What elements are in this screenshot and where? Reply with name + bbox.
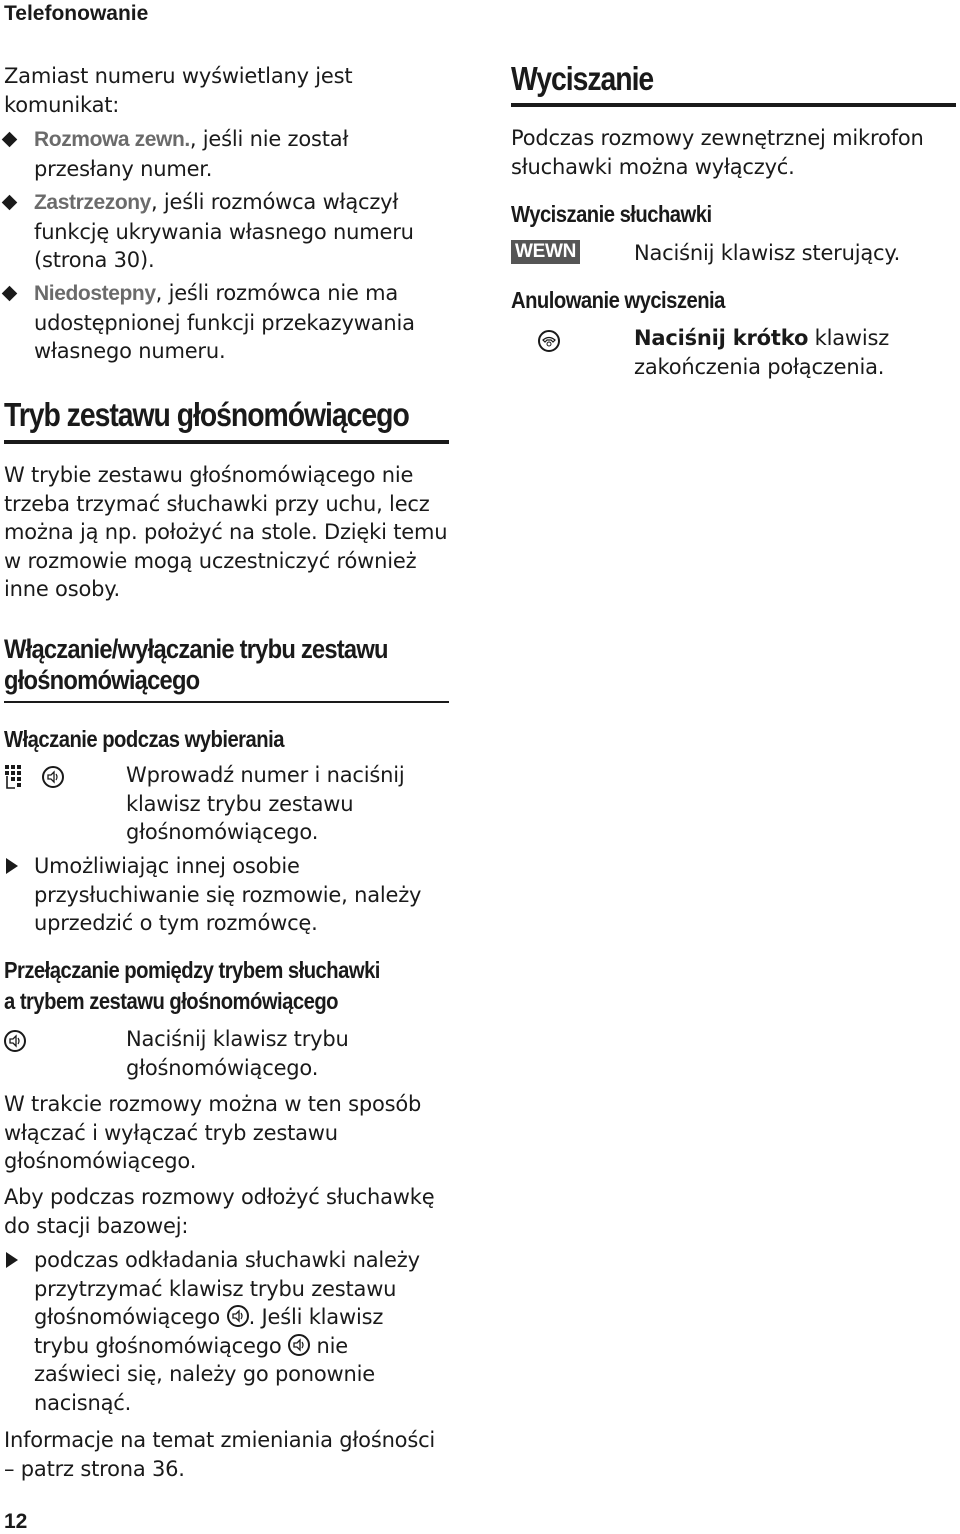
section-title-speaker-mode: Tryb zestawu głośnomówiącego: [4, 396, 409, 433]
diamond-bullet-icon: [2, 195, 18, 211]
heading-mute-handset: Wyciszanie słuchawki: [511, 201, 712, 227]
bullet-item-restricted: [4, 188, 454, 275]
dial-icons: [4, 764, 74, 790]
display-message-ref: Rozmowa zewn.: [34, 128, 190, 151]
section-rule: [511, 103, 956, 107]
bullet-line: własnego numeru.: [34, 339, 226, 363]
heading-switch-modes: Przełączanie pomiędzy trybem słuchawki a trybem zestawu głośnomówiącego: [4, 957, 380, 1014]
bullet-line: udostępnionej funkcji przekazywania: [34, 310, 415, 335]
display-message-ref: Zastrzezony: [34, 191, 151, 214]
switch-action-text: Naciśnij klawisz trybu głośnomówiącego.: [126, 1027, 349, 1080]
intro-text: Zamiast numeru wyświetlany jest komunikat:: [4, 64, 353, 117]
mute-paragraph: Podczas rozmowy zewnętrznej mikrofon słuchawki można wyłączyć.: [511, 126, 924, 179]
section-rule: [4, 440, 449, 444]
subsection-title-toggle: Włączanie/wyłączanie trybu zestawu głośnomówiącego: [4, 634, 388, 695]
triangle-bullet-icon: [6, 1252, 18, 1268]
tip-item: Umożliwiając innej osobie przysłuchiwanie się rozmowie, należy uprzedzić o tym rozmówcę.: [4, 852, 454, 938]
bullet-line: , jeśli rozmówca nie ma: [155, 281, 399, 305]
cancel-mute-action-text: Naciśnij krótko klawisz zakończenia połączenia.: [634, 326, 890, 379]
mute-action-text: Naciśnij klawisz sterujący.: [634, 241, 901, 265]
dial-action-text: Wprowadź numer i naciśnij klawisz trybu zestawu głośnomówiącego.: [126, 763, 405, 844]
heading-dial-activation: Włączanie podczas wybierania: [4, 726, 284, 752]
heading-cancel-mute: Anulowanie wyciszenia: [511, 287, 725, 313]
running-head: Telefonowanie: [4, 2, 149, 25]
intercom-key-badge: WEWN: [511, 240, 580, 264]
keypad-icon: [4, 764, 30, 790]
diamond-bullet-icon: [2, 132, 18, 148]
triangle-bullet-icon: [6, 858, 18, 874]
speaker-key-icon: [227, 1305, 249, 1327]
handset-paragraph: Aby podczas rozmowy odłożyć słuchawkę do stacji bazowej:: [4, 1185, 435, 1238]
bullet-item-unavailable: [4, 279, 454, 366]
bullet-line: przesłany numer.: [34, 156, 213, 181]
bullet-line: funkcję ukrywania własnego numeru: [34, 219, 414, 244]
display-message-ref: Niedostepny: [34, 282, 156, 305]
end-call-key-icon: [538, 330, 560, 352]
speaker-key-icon: [4, 1030, 26, 1052]
bullet-line: (strona 30).: [34, 248, 155, 272]
bullet-item-external: [4, 125, 454, 183]
subsection-rule: [4, 701, 449, 703]
speaker-key-icon: [288, 1334, 310, 1356]
speaker-mode-paragraph: W trybie zestawu głośnomówiącego nie trzeba trzymać słuchawki przy uchu, lecz można ją np. położyć na stole. Dzięki temu w rozmowie mogą uczestniczyć również inne osoby.: [4, 463, 448, 601]
section-title-mute: Wyciszanie: [511, 60, 654, 97]
page-number: 12: [4, 1510, 28, 1533]
diamond-bullet-icon: [2, 286, 18, 302]
speaker-key-icon: [42, 766, 64, 788]
bullet-line: , jeśli rozmówca włączył: [150, 190, 399, 214]
handset-bullet: podczas odkładania słuchawki należy przytrzymać klawisz trybu zestawu głośnomówiącego . Jeśli klawisz trybu głośnomówiącego nie zaświeci się, należy go ponownie nacisnąć.: [4, 1246, 454, 1417]
volume-reference: Informacje na temat zmieniania głośności – patrz strona 36.: [4, 1428, 436, 1481]
bullet-line: , jeśli nie został: [189, 127, 349, 151]
during-call-paragraph: W trakcie rozmowy można w ten sposób włączać i wyłączać tryb zestawu głośnomówiącego.: [4, 1092, 422, 1173]
